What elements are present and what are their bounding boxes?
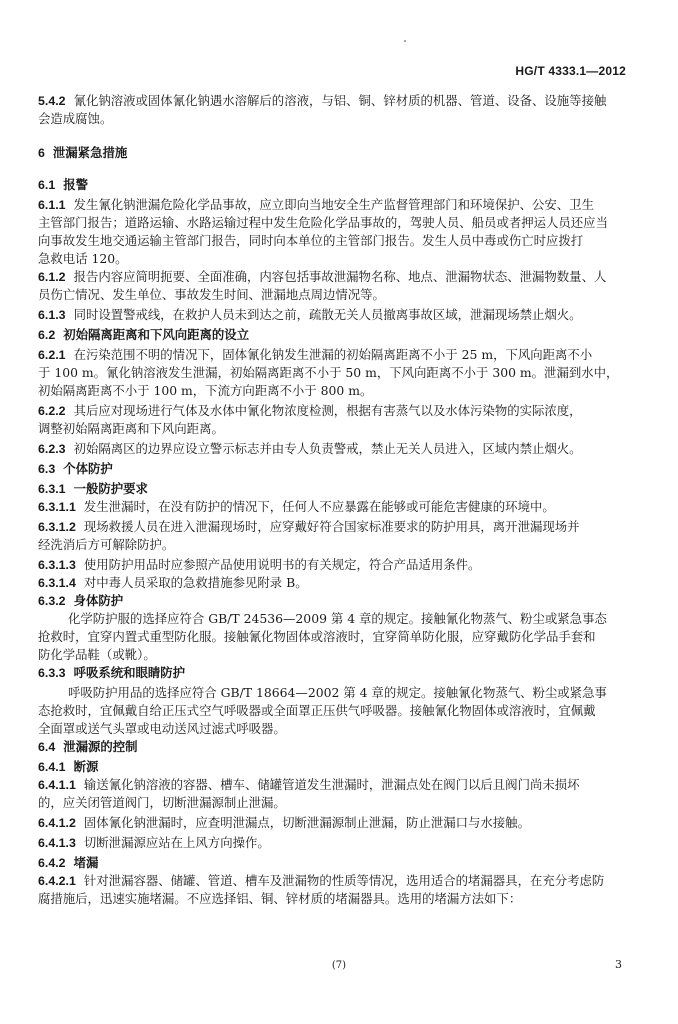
line-text: 发生氰化钠泄漏危险化学品事故，应立即向当地安全生产监督管理部门和环境保护、公安、卫生 [73,197,594,212]
paragraph-line [38,776,628,794]
section-heading [38,460,628,478]
line-text: 主管部门报告；道路运输、水路运输过程中发生危险化学品事故的，驾驶人员、船员或者押运人员还应当 [38,215,608,230]
line-text: 堵漏 [73,855,99,870]
paragraph-line [38,628,628,646]
paragraph-line [38,196,628,214]
clause-number: 6.2.2 [38,404,66,418]
paragraph-line [38,346,628,364]
paragraph-line [38,498,628,516]
paragraph-line [38,214,628,232]
clause-number: 6.4.1.1 [38,778,76,792]
paragraph-line [38,250,628,268]
paragraph-line [38,646,628,664]
paragraph-line [38,364,628,382]
paragraph-line [38,268,628,286]
line-text: 身体防护 [73,593,124,608]
line-text: 氰化钠溶液或固体氰化钠遇水溶解后的溶液，与铝、铜、锌材质的机器、管道、设备、设施等接触 [73,93,607,108]
clause-number: 6.4 [38,740,56,754]
clause-number: 6.4.1.3 [38,836,76,850]
paragraph-line [38,794,628,812]
line-text: 现场救援人员在进入泄漏现场时，应穿戴好符合国家标准要求的防护用具，离开泄漏现场并 [83,519,580,534]
line-text: 发生泄漏时，在没有防护的情况下，任何人不应暴露在能够或可能危害健康的环境中。 [83,499,555,514]
line-text: 报警 [63,177,89,192]
page-number: 3 [615,958,622,971]
section-heading [38,592,628,610]
scan-speck [404,40,406,42]
section-heading [38,176,628,194]
line-text: 固体氰化钠泄漏时，应查明泄漏点，切断泄漏源制止泄漏，防止泄漏口与水接触。 [83,815,530,830]
line-text: 化学防护服的选择应符合 GB/T 24536—2009 第 4 章的规定。接触氰化物蒸气、粉尘或紧急事态 [68,611,607,626]
clause-number: 6.2.1 [38,348,66,362]
line-text: 初始隔离距离和下风向距离的设立 [63,327,250,342]
paragraph-line [38,556,628,574]
paragraph-line [38,306,628,324]
section-heading [38,664,628,682]
paragraph-line [38,574,628,592]
clause-number: 6.4.1.2 [38,816,76,830]
paragraph-line [38,872,628,890]
section-heading [38,326,628,344]
line-text: 在污染范围不明的情况下，固体氰化钠发生泄漏的初始隔离距离不小于 25 m，下风向距离不小 [73,347,593,362]
clause-number: 6.1.3 [38,308,66,322]
clause-number: 6.3.3 [38,666,66,680]
line-text: 急救电话 120。 [38,251,128,266]
line-text: 员伤亡情况、发生单位、事故发生时间、泄漏地点周边情况等。 [38,287,385,302]
line-text: 的，应关闭管道阀门，切断泄漏源制止泄漏。 [38,795,286,810]
line-text: 针对泄漏容器、储罐、管道、槽车及泄漏物的性质等情况，选用适合的堵漏器具，在充分考虑防 [83,873,605,888]
line-text: 会造成腐蚀。 [38,111,113,126]
line-text: 泄漏源的控制 [63,739,138,754]
paragraph-line [38,440,628,458]
paragraph-line [38,286,628,304]
clause-number: 6.4.2.1 [38,874,76,888]
line-text: 报告内容应简明扼要、全面准确，内容包括事故泄漏物名称、地点、泄漏物状态、泄漏物数量、人 [73,269,607,284]
line-text: 切断泄漏源应站在上风方向操作。 [83,835,270,850]
paragraph-line [38,890,628,908]
clause-number: 6.3 [38,462,56,476]
paragraph-line [38,232,628,250]
paragraph-line [38,110,628,128]
standard-code-header: HG/T 4333.1—2012 [515,64,626,78]
line-text: 抢救时，宜穿内置式重型防化服。接触氰化物固体或溶液时，宜穿简单防化服，应穿戴防化学品手套和 [38,629,596,644]
clause-number: 6 [38,146,45,160]
paragraph-line [38,702,628,720]
clause-number: 6.1.2 [38,270,66,284]
section-heading [38,758,628,776]
line-text: 经洗消后方可解除防护。 [38,537,175,552]
line-text: 向事故发生地交通运输主管部门报告，同时向本单位的主管部门报告。发生人员中毒或伤亡时应拨打 [38,233,584,248]
clause-number: 6.3.1.3 [38,558,76,572]
line-text: 使用防护用品时应参照产品使用说明书的有关规定，符合产品适用条件。 [83,557,481,572]
paragraph-line [38,536,628,554]
line-text: 呼吸防护用品的选择应符合 GB/T 18664—2002 第 4 章的规定。接触氰化物蒸气、粉尘或紧急事 [68,685,607,700]
line-text: 初始隔离距离不小于 100 m，下流方向距离不小于 800 m。 [38,383,373,398]
line-text: 其后应对现场进行气体及水体中氰化物浓度检测，根据有害蒸气以及水体污染物的实际浓度， [73,403,582,418]
clause-number: 6.4.1 [38,760,66,774]
line-text: 一般防护要求 [73,481,148,496]
section-heading [38,738,628,756]
section-heading [38,144,628,162]
clause-number: 6.3.1.1 [38,500,76,514]
paragraph-line [38,420,628,438]
line-text: 同时设置警戒线，在救护人员未到达之前，疏散无关人员撤离事故区域，泄漏现场禁止烟火。 [73,307,582,322]
paragraph-line [38,720,628,738]
clause-number: 6.1.1 [38,198,66,212]
clause-number: 6.3.1 [38,482,66,496]
clause-number: 6.3.2 [38,594,66,608]
line-text: 全面罩或送气头罩或电动送风过滤式呼吸器。 [38,721,286,736]
line-text: 腐措施后，迅速实施堵漏。不应选择铝、铜、锌材质的堵漏器具。选用的堵漏方法如下： [38,891,522,906]
paragraph-line [38,814,628,832]
paragraph-line [68,684,628,702]
clause-number: 6.4.2 [38,856,66,870]
line-text: 呼吸系统和眼睛防护 [73,665,186,680]
line-text: 泄漏紧急措施 [52,145,128,160]
section-heading [38,854,628,872]
clause-number: 6.2.3 [38,442,66,456]
clause-number: 5.4.2 [38,94,66,108]
section-heading [38,480,628,498]
line-text: 态抢救时，宜佩戴自给正压式空气呼吸器或全面罩正压供气呼吸器。接触氰化物固体或溶液时，宜佩戴 [38,703,596,718]
paragraph-line [38,92,628,110]
line-text: 输送氰化钠溶液的容器、槽车、储罐管道发生泄漏时，泄漏点处在阀门以后且阀门尚未损坏 [83,777,580,792]
line-text: 调整初始隔离距离和下风向距离。 [38,421,224,436]
paragraph-line [38,518,628,536]
paragraph-line [38,834,628,852]
line-text: 对中毒人员采取的急救措施参见附录 B。 [83,575,308,590]
line-text: 个体防护 [63,461,113,476]
line-text: 初始隔离区的边界应设立警示标志并由专人负责警戒，禁止无关人员进入，区域内禁止烟火。 [73,441,582,456]
line-text: 断源 [73,759,99,774]
paragraph-line [68,610,628,628]
paragraph-line [38,382,628,400]
clause-number: 6.3.1.2 [38,520,76,534]
clause-number: 6.3.1.4 [38,576,76,590]
line-text: 于 100 m。氰化钠溶液发生泄漏，初始隔离距离不小于 50 m，下风向距离不小于 300 m。泄漏到水中， [38,365,619,380]
page-marker: (7) [331,960,347,971]
clause-number: 6.2 [38,328,56,342]
paragraph-line [38,402,628,420]
clause-number: 6.1 [38,178,56,192]
line-text: 防化学品鞋（或靴）。 [38,647,156,662]
